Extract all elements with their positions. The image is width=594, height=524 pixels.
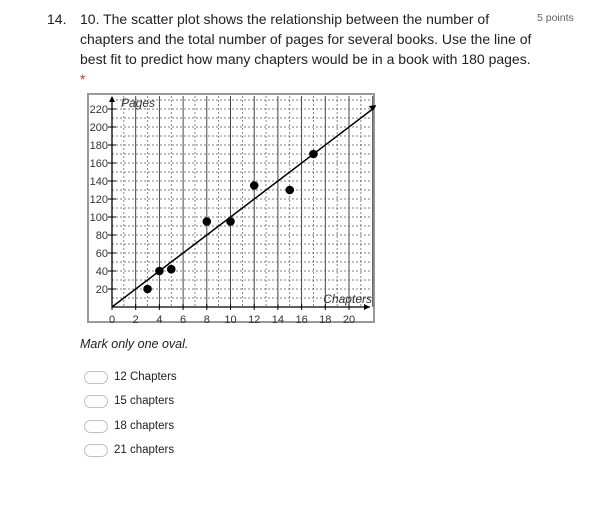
y-tick-label: 120 [89,194,108,206]
x-tick-label: 4 [156,314,163,326]
x-tick-label: 14 [271,314,285,326]
y-tick-label: 160 [89,158,108,170]
x-tick-label: 12 [248,314,261,326]
scatter-plot-image [84,92,376,333]
radio-oval[interactable] [84,395,108,408]
question-text [80,9,532,89]
option-12-chapters[interactable] [84,369,177,385]
option-15-chapters[interactable] [84,393,174,409]
option-21-chapters[interactable] [84,442,174,458]
x-tick-label: 0 [108,314,116,326]
question-prompt: 10. The scatter plot shows the relationship between the number of chapters and the total number of pages for several books. Use the line of best fit to predict how many chapters would be in a book with 180 pages. [80,11,532,67]
scatter-plot [84,92,376,328]
y-axis-label: Pages [121,96,156,110]
y-tick-label: 20 [95,284,108,296]
y-tick-label: 140 [89,176,108,188]
y-tick-label: 100 [89,212,108,224]
data-point [226,217,235,226]
y-tick-label: 200 [89,122,108,134]
radio-oval[interactable] [84,444,108,457]
x-tick-label: 10 [224,314,237,326]
x-tick-label: 16 [295,314,308,326]
x-tick-label: 8 [203,314,210,326]
option-18-chapters[interactable] [84,418,174,434]
x-axis-label: Chapters [323,292,372,306]
option-label: 12 Chapters [114,371,177,383]
y-tick-label: 60 [95,248,108,260]
radio-oval[interactable] [84,371,108,384]
data-point [155,267,164,276]
instructions: Mark only one oval. [80,337,189,351]
points-label: 5 points [537,12,574,24]
question-number: 14. [47,11,67,27]
y-tick-label: 220 [89,104,108,116]
plot-frame [88,94,374,322]
data-point [285,186,294,195]
x-tick-label: 6 [180,314,187,326]
option-label: 15 chapters [114,395,175,407]
y-tick-label: 80 [95,230,108,242]
required-mark: * [80,71,86,87]
y-tick-label: 180 [89,140,108,152]
data-point [167,265,176,274]
option-label: 21 chapters [114,444,175,456]
data-point [143,285,152,294]
data-point [203,217,212,226]
x-tick-label: 2 [132,314,139,326]
data-point [309,150,318,159]
radio-oval[interactable] [84,420,108,433]
x-tick-label: 20 [342,314,356,326]
y-tick-label: 40 [95,266,108,278]
data-point [250,181,259,190]
x-tick-label: 18 [319,314,332,326]
option-label: 18 chapters [114,420,175,432]
